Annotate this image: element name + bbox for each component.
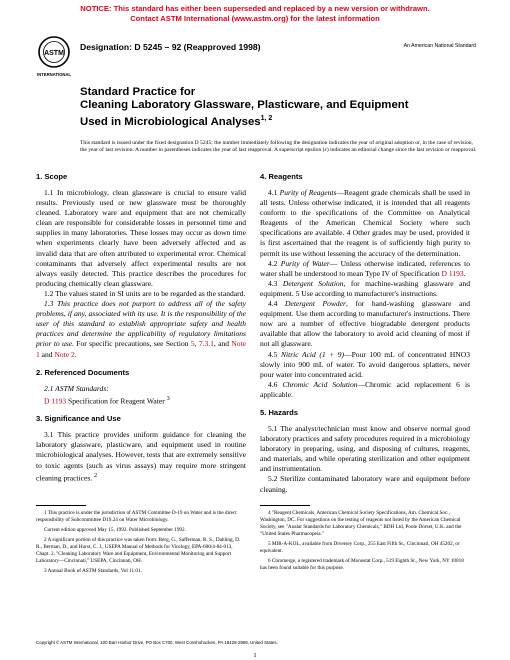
para-4-3: 4.3 Detergent Solution, for machine-washing glassware and equipment. 5 Use according to manufacturer's instructions. [260,278,470,298]
para-1-2: 1.2 The values stated in SI units are to be regarded as the standard. [44,288,246,298]
document-title [80,86,480,129]
d1193-link-2[interactable]: D 1193 [441,268,464,278]
footnote: 5 MIR-A-KOL, available from Diversey Corp., 255 East Fifth St., Cincinnati, OH 45202, or equivalent. [260,541,460,554]
para-1-3: 1.3 This practice does not purport to address all of the safety problems, if any, associated with its use. It is the responsibility of the user of this standard to establish appropriate safety and health practices and determine the applicability of regulatory limitations prior to use. For specific precautions, see Section 5, 7.3.1, and Note 1 and Note 2. [36,299,247,359]
footnote: 3 Annual Book of ASTM Standards, Vol 11.01. [44,568,142,574]
footnotes-right [260,505,470,575]
para-2-ref: D 1193 Specification for Reagent Water $^3$ [44,394,170,406]
footnotes-left [36,505,246,578]
issuance-note: This standard is issued under the fixed designation D 5245; the number immediately following the designation indicates the year of original adoption or, in the case of revision, the year of last revision. A number in parentheses indicates the year of last reapproval. A superscript epsilon (ε) indicates an editorial change since the last revision or reapproval. [80,140,477,154]
para-4-4: 4.4 Detergent Powder, for hand-washing glassware and equipment. Use them according to manufacturer's instructions. There now are a number of effective biogradable detergent products available that allow the laboratory to avoid acid cleaning of most if not all glassware. [260,299,470,349]
section-2-heading: 2. Referenced Documents [36,367,130,377]
section-5-link[interactable]: 5 [190,339,195,349]
para-4-2: 4.2 Purity of Water— Unless otherwise indicated, references to water shall be understood to mean Type IV of Specification D 1193. [260,258,470,278]
title-line-3: Used in Microbiological Analyses$^{1, 2}$ [80,115,273,128]
footnote: Current edition approved May 15, 1992. Published September 1992. [44,527,186,533]
american-national-standard-label: An American National Standard [403,43,476,49]
section-3-heading: 3. Significance and Use [36,414,121,424]
footnote-rule [260,505,310,506]
para-3-1: 3.1 This practice provides uniform guidance for cleaning the laboratory glassware, plasticware, and equipment used in routine microbiological analyses. However, tests that are extremely sensitive to toxic agents (such as virus assays) may require more stringent cleaning practices. $^2$ [36,430,246,483]
title-line-1: Standard Practice for [80,86,196,98]
right-column [260,172,470,495]
section-4-heading: 4. Reagents [260,172,303,181]
designation: Designation: D 5245 – 92 (Reapproved 1998) [80,42,261,52]
d1193-link[interactable]: D 1193 [44,396,67,406]
astm-logo [36,34,72,80]
section-1-heading: 1. Scope [36,172,68,181]
para-5-2: 5.2 Sterilize contaminated laboratory ware and equipment before cleaning. [260,474,470,494]
page-number: 1 [253,652,257,659]
section-7-3-1-link[interactable]: 7.3.1 [198,339,214,349]
notice-line-2: Contact ASTM International (www.astm.org) for the latest information [130,13,380,23]
footnote: 4 "Reagent Chemicals, American Chemical Society Specifications, Am. Chemical Soc., Washington, DC. For suggestions on the testing of reagents not listed by the American Chemical Society, see "Analar Standards for Laboratory Chemicals," BDH Ltd, Poole Dorset, U.K. and the "United States Pharmacopeia." [260,510,462,537]
svg-text:INTERNATIONAL: INTERNATIONAL [37,72,71,77]
section-5-heading: 5. Hazards [260,407,298,417]
para-4-6: 4.6 Chromic Acid Solution—Chromic acid replacement 6 is applicable. [260,379,470,399]
para-4-5: 4.5 Nitric Acid (1 + 9)—Pour 100 mL of concentrated HNO3 slowly into 900 mL of water. To avoid dangerous splatters, never pour water into concentrated acid. [260,349,470,379]
title-line-2: Cleaning Laboratory Glassware, Plasticware, and Equipment [80,99,409,111]
para-2-1: 2.1 ASTM Standards: [44,383,109,393]
footnote-rule [36,505,86,506]
para-4-1: 4.1 Purity of Reagents—Reagent grade chemicals shall be used in all tests. Unless otherwise indicated, it is intended that all reagents conform to the specifications of the Committee on Analytical Reagents of the American Chemical Society where such specifications are available. 4 Other grades may be used, provided it is first ascertained that the reagent is of sufficiently high purity to permit its use without lessening the accuracy of the determination. [260,188,471,258]
svg-text:ASTM: ASTM [44,50,64,57]
para-5-1: 5.1 The analyst/technician must know and observe normal good laboratory practices and safety procedures required in a microbiology laboratory in preparing, using, and disposing of cultures, reagents, and materials, and while operating sterilization and other equipment and instrumentation. [260,423,470,474]
left-column [36,172,246,483]
note-2-link[interactable]: Note 2 [54,349,75,359]
title-footnote-ref: 1, 2 [260,115,273,122]
notice-line-1: NOTICE: This standard has either been superseded and replaced by a new version or withdrawn. [80,4,430,13]
note-1-link[interactable]: Note 1 [36,339,247,359]
para-1-1: 1.1 In microbiology, clean glassware is crucial to ensure valid results. Previously used or new glassware must be thoroughly cleaned. Laboratory ware and equipment that are not chemically clean are responsible for considerable losses in personnel time and supplies in many laboratories. These losses may occur as down time when experiments clearly have been adversely affected and as invalid data that are often attributed to experimental error. Chemical contaminants that adversely affect experimental results are not always easily detected. This practice describes the procedures for producing chemically clean glassware. [36,188,246,288]
footnote: 1 This practice is under the jurisdiction of ASTM Committee D-19 on Water and is the direct responsibility of Subcommittee D19.24 on Water Microbiology. [36,510,237,523]
footnote: 2 A significant portion of this practice was taken from: Berg, G., Safferman, R. S., Dahling, D. R., Berman, D., and Hurst, C. J., USEPA Manual of Methods for Virology, EPA-600/4-84-013, Chapt. 2, "Cleaning Laboratory Ware and Equipment, Environmental Monitoring and Support Laboratory—Cincinnati," USEPA, Cincinnati, OH. [36,537,241,564]
copyright-line: Copyright © ASTM International, 100 Barr Harbor Drive, PO Box C700, West Conshohocken, PA 19428-2959, United States. [36,640,278,645]
footnote: 6 Chromerge, a registered trademark of Monostat Corp., 519 Eighth St., New York, NY 10018 has been found suitable for this purpose. [260,558,464,571]
withdrawal-notice [0,4,510,23]
